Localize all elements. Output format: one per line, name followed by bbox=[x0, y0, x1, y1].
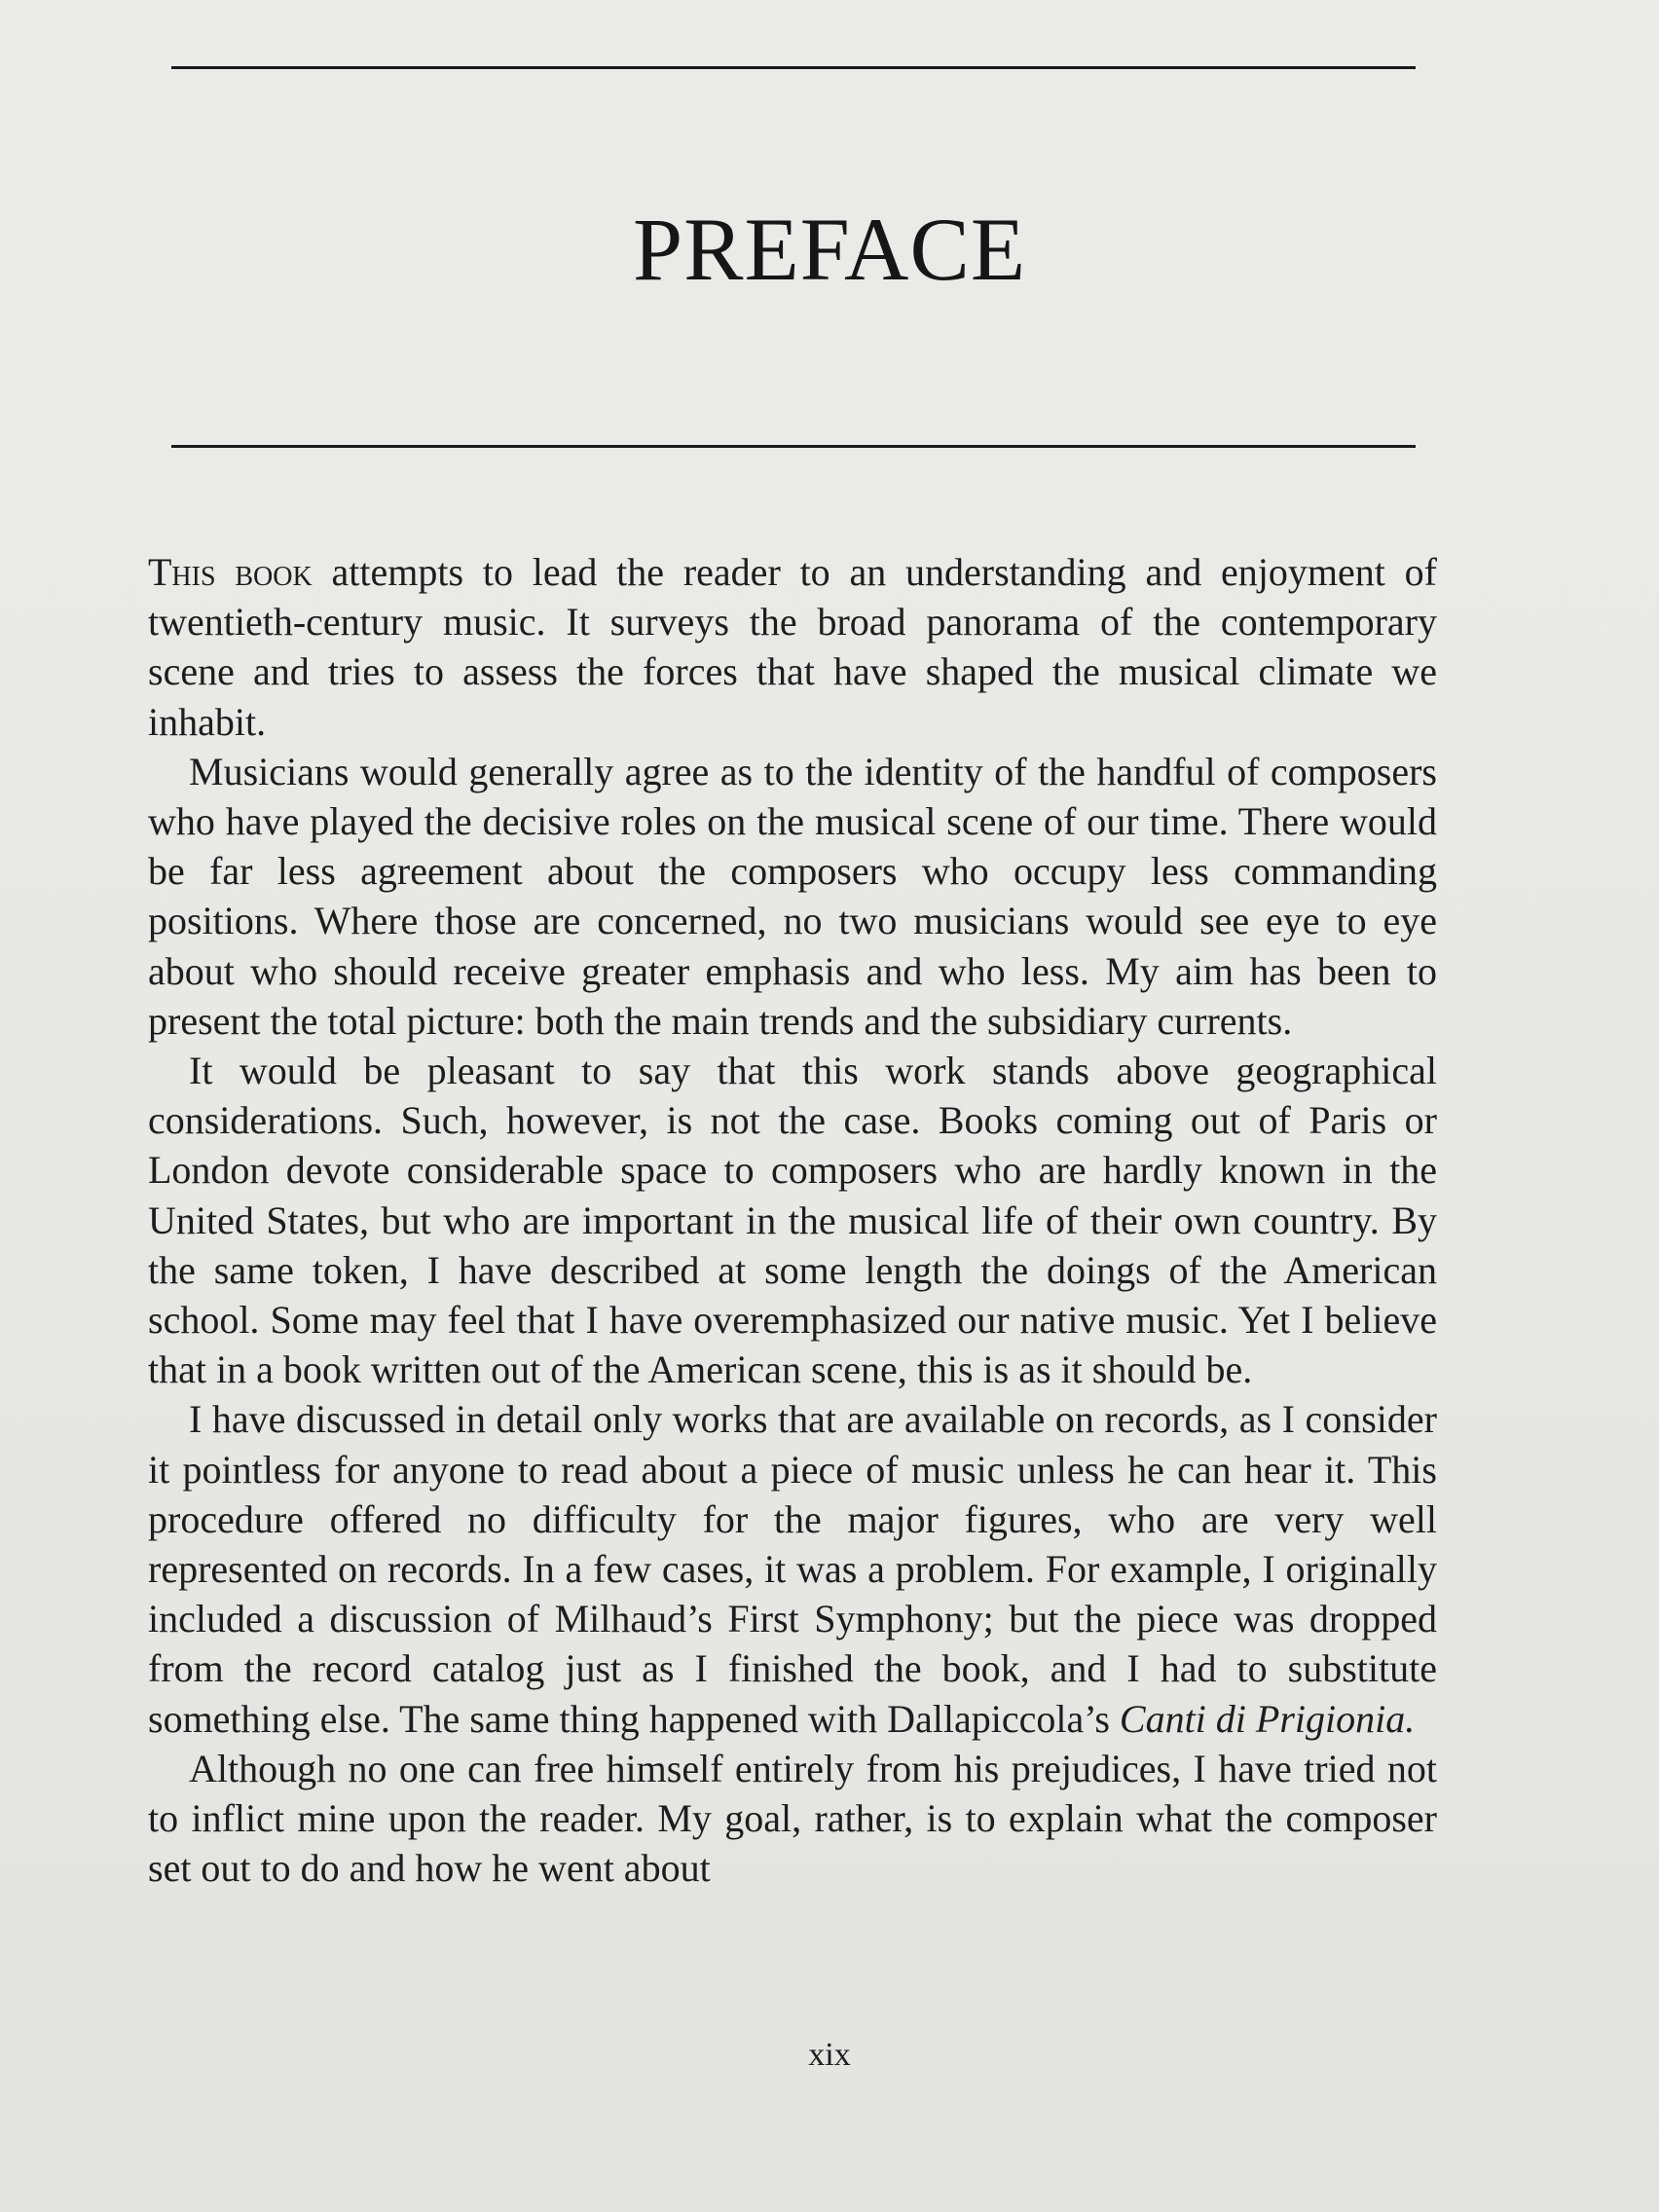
preface-body bbox=[148, 547, 1437, 1893]
paragraph-4-title: Canti di Prigionia. bbox=[1119, 1696, 1416, 1741]
paragraph-4 bbox=[148, 1394, 1437, 1743]
bottom-rule bbox=[171, 445, 1416, 448]
paragraph-1-lead: This book bbox=[148, 550, 313, 594]
paragraph-1 bbox=[148, 547, 1437, 747]
paragraph-4-text: I have discussed in detail only works that are available on records, as I consider it pointless for anyone to read about a piece of music unless he can hear it. This procedure offered no difficulty for the major figures, who are very well represented on records. In a few cases, it was a problem. For example, I originally included a discussion of Milhaud’s First Symphony; but the piece was dropped from the record catalog just as I finished the book, and I had to substitute something else. The same thing happened with Dallapiccola’s bbox=[148, 1397, 1437, 1741]
paragraph-3: It would be pleasant to say that this work stands above geographical considerations. Such, however, is not the case. Books coming out of Paris or London devote considerable space to composers who are hardly known in the United States, but who are important in the musical life of their own country. By the same token, I have described at some length the doings of the American school. Some may feel that I have overemphasized our native music. Yet I believe that in a book written out of the American scene, this is as it should be. bbox=[148, 1049, 1437, 1392]
top-rule bbox=[171, 66, 1416, 69]
page-title: PREFACE bbox=[632, 200, 1027, 299]
paragraph-1-text: attempts to lead the reader to an understanding and enjoyment of twentieth-century music. It surveys the broad panorama of the contemporary scene and tries to assess the forces that have shaped the musical climate we inhabit. bbox=[148, 550, 1437, 744]
page-number: xix bbox=[808, 2037, 851, 2073]
paragraph-2: Musicians would generally agree as to the identity of the handful of composers who have played the decisive roles on the musical scene of our time. There would be far less agreement about the composers who occupy less commanding positions. Where those are concerned, no two musicians would see eye to eye about who should receive greater emphasis and who less. My aim has been to present the total picture: both the main trends and the subsidiary currents. bbox=[148, 749, 1437, 1043]
paragraph-5: Although no one can free himself entirely from his prejudices, I have tried not to inflict mine upon the reader. My goal, rather, is to explain what the composer set out to do and how he went about bbox=[148, 1746, 1437, 1891]
